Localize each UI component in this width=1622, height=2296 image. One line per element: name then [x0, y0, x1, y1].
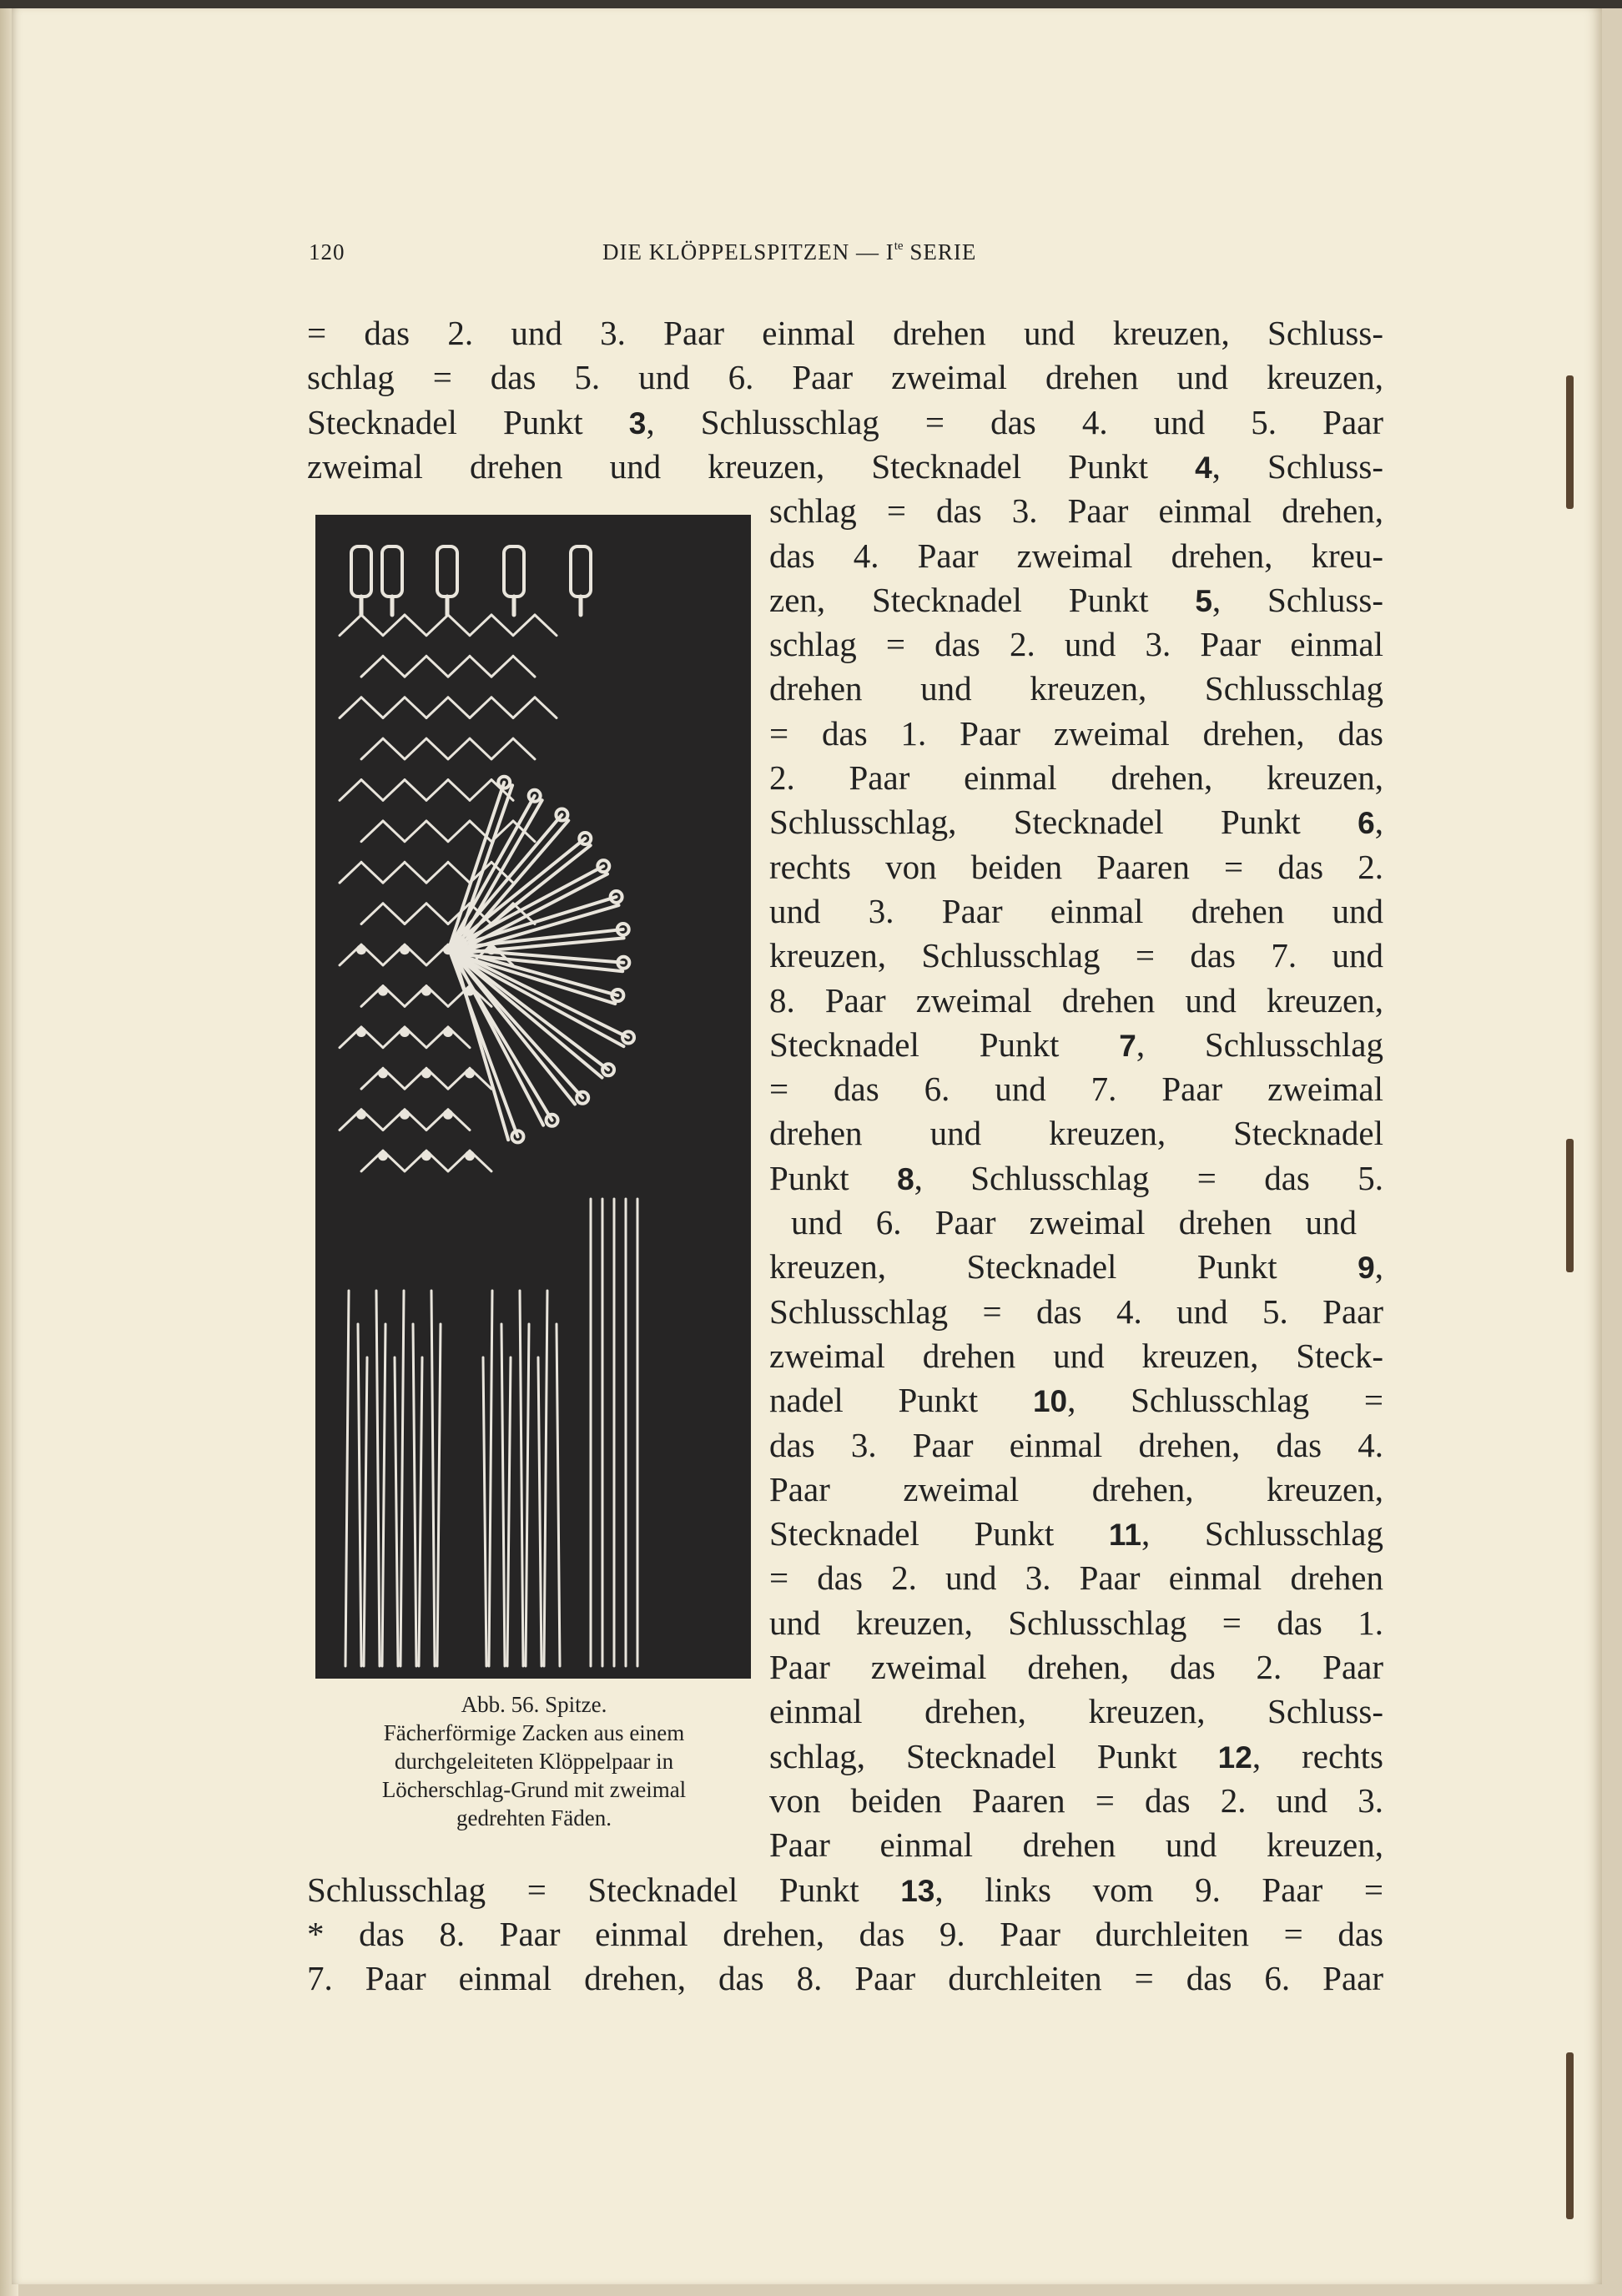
thread: [383, 697, 405, 718]
thread: [345, 1291, 349, 1666]
caption-line: Fächerförmige Zacken aus einem: [383, 1720, 685, 1745]
text-line: [769, 1512, 1383, 1556]
text-run: , Schlusschlag = das 4. und 5. Paar: [646, 403, 1383, 441]
thread: [513, 697, 535, 718]
point-number: 3: [628, 406, 647, 441]
text-line: rechts von beiden Paaren = das 2.: [769, 848, 1383, 886]
text-run: , rechts: [1252, 1737, 1383, 1775]
thread: [340, 780, 361, 801]
point-number: 7: [1119, 1029, 1136, 1063]
thread: [364, 1357, 367, 1666]
text-line: zweimal drehen und kreuzen, Steck-: [769, 1337, 1383, 1375]
text-run: Stecknadel Punkt: [307, 403, 629, 441]
thread: [538, 1357, 542, 1666]
pin-head: [465, 1068, 475, 1078]
point-number: 10: [1032, 1384, 1068, 1418]
caption-line: gedrehten Fäden.: [456, 1805, 612, 1830]
text-line: 7. Paar einmal drehen, das 8. Paar durchleiten = das 6. Paar: [307, 1959, 1383, 1997]
thread: [520, 1291, 523, 1666]
text-line: kreuzen, Schlusschlag = das 7. und: [769, 936, 1383, 974]
thread: [340, 697, 361, 718]
caption-line: Löcherschlag-Grund mit zweimal: [381, 1777, 687, 1802]
text-line: das 3. Paar einmal drehen, das 4.: [769, 1426, 1383, 1464]
point-number: 8: [897, 1162, 914, 1196]
point-number: 12: [1217, 1740, 1252, 1775]
point-number: 13: [900, 1874, 935, 1908]
bobbin-loop: [504, 546, 524, 597]
thread: [544, 1291, 547, 1666]
text-line: und 3. Paar einmal drehen und: [769, 892, 1383, 930]
text-line: = das 6. und 7. Paar zweimal: [769, 1070, 1383, 1108]
thread: [405, 780, 426, 801]
point-number: 9: [1358, 1251, 1375, 1285]
text-run: zen, Stecknadel Punkt: [769, 581, 1196, 619]
thread: [405, 821, 426, 842]
text-run: nadel Punkt: [769, 1381, 1033, 1419]
thread: [405, 862, 426, 883]
thread: [383, 615, 405, 636]
thread: [361, 862, 383, 883]
pin-head: [421, 986, 431, 996]
bobbin-loop: [437, 546, 457, 597]
thread: [491, 738, 513, 759]
thread: [395, 1357, 398, 1666]
text-run: ,: [1374, 1247, 1383, 1286]
text-line: [307, 400, 1383, 445]
text-line: Schlusschlag = das 4. und 5. Paar: [769, 1292, 1383, 1331]
text-line: 8. Paar zweimal drehen und kreuzen,: [769, 981, 1383, 1020]
text-line: [769, 578, 1383, 622]
thread: [513, 656, 535, 677]
thread: [400, 1291, 404, 1666]
pin-head: [356, 1110, 366, 1120]
text-line: [769, 1156, 1383, 1201]
text-line: und 6. Paar zweimal drehen und: [791, 1203, 1357, 1241]
text-run: , Schlusschlag =: [1067, 1381, 1384, 1419]
thread: [361, 738, 383, 759]
text-line: = das 2. und 3. Paar einmal drehen und kreuzen, Schluss-: [307, 314, 1383, 352]
thread: [483, 1357, 486, 1666]
thread: [454, 954, 508, 1140]
thread: [405, 615, 426, 636]
text-line: [769, 1245, 1383, 1289]
text-line: [769, 1735, 1383, 1779]
thread: [526, 1324, 529, 1666]
thread: [361, 615, 383, 636]
thread: [383, 904, 405, 924]
thread: [340, 862, 361, 883]
thread: [449, 838, 585, 949]
thread: [470, 780, 491, 801]
thread: [426, 697, 448, 718]
thread: [470, 697, 491, 718]
text-line: von beiden Paaren = das 2. und 3.: [769, 1781, 1383, 1820]
text-line: = das 2. und 3. Paar einmal drehen: [769, 1558, 1383, 1597]
text-run: , Schluss-: [1211, 447, 1383, 486]
point-number: 6: [1358, 806, 1375, 840]
pin-head: [378, 1068, 388, 1078]
thread: [358, 1324, 361, 1666]
text-line: * das 8. Paar einmal drehen, das 9. Paar durchleiten = das: [307, 1915, 1383, 1953]
pin-head: [421, 1151, 431, 1161]
text-line: und kreuzen, Schlusschlag = das 1.: [769, 1604, 1383, 1642]
thread: [426, 904, 448, 924]
text-run: Stecknadel Punkt: [769, 1025, 1120, 1064]
text-line: [769, 1023, 1383, 1067]
thread: [382, 1324, 385, 1666]
pin-head: [378, 1151, 388, 1161]
pin-head: [378, 986, 388, 996]
thread: [448, 738, 470, 759]
thread: [513, 738, 535, 759]
text-run: Schlusschlag = Stecknadel Punkt: [307, 1871, 901, 1909]
thread: [383, 862, 405, 883]
thread: [426, 656, 448, 677]
thread: [491, 697, 513, 718]
thread: [470, 656, 491, 677]
thread: [383, 738, 405, 759]
text-run: , links vom 9. Paar =: [934, 1871, 1384, 1909]
scan-top-border: [0, 0, 1622, 8]
thread: [419, 1357, 422, 1666]
point-number: 4: [1195, 451, 1212, 485]
text-line: [769, 800, 1383, 844]
thread: [383, 780, 405, 801]
running-header: [309, 239, 1385, 264]
text-line: = das 1. Paar zweimal drehen, das: [769, 714, 1383, 753]
pin-head: [400, 1110, 410, 1120]
thread: [448, 821, 470, 842]
thread: [361, 780, 383, 801]
thread: [470, 615, 491, 636]
text-run: Stecknadel Punkt: [769, 1514, 1109, 1553]
text-line: schlag = das 5. und 6. Paar zweimal drehen und kreuzen,: [307, 358, 1383, 396]
text-line: schlag = das 2. und 3. Paar einmal: [769, 625, 1383, 663]
text-line: einmal drehen, kreuzen, Schluss-: [769, 1692, 1383, 1730]
pin-head: [443, 1027, 453, 1037]
text-line: schlag = das 3. Paar einmal drehen,: [769, 491, 1383, 530]
binding-mark: [1566, 2052, 1574, 2219]
running-title: DIE KLÖPPELSPITZEN — $I^{te}$ SERIE: [602, 239, 977, 264]
thread: [413, 1324, 416, 1666]
thread: [501, 1324, 505, 1666]
text-line: Paar einmal drehen und kreuzen,: [769, 1825, 1383, 1864]
thread: [405, 738, 426, 759]
pin-head: [443, 1110, 453, 1120]
thread: [491, 656, 513, 677]
thread: [507, 1357, 511, 1666]
thread: [361, 904, 383, 924]
text-run: Punkt: [769, 1159, 898, 1197]
thread: [405, 904, 426, 924]
pin-head: [421, 1068, 431, 1078]
text-line: Paar zweimal drehen, kreuzen,: [769, 1470, 1383, 1508]
thread: [426, 821, 448, 842]
text-run: , Schlusschlag = das 5.: [914, 1159, 1383, 1197]
text-run: , Schlusschlag: [1136, 1025, 1384, 1064]
figure-caption: [300, 1690, 768, 1832]
thread: [426, 738, 448, 759]
binding-mark: [1566, 375, 1574, 509]
thread: [557, 1324, 560, 1666]
thread: [426, 780, 448, 801]
text-line: [769, 1378, 1383, 1422]
thread: [489, 1291, 492, 1666]
thread: [513, 615, 535, 636]
text-line: 2. Paar einmal drehen, kreuzen,: [769, 758, 1383, 797]
text-line: [307, 1868, 1383, 1912]
text-run: ,: [1374, 803, 1383, 841]
caption-line: durchgeleiteten Klöppelpaar in: [394, 1749, 674, 1774]
thread: [426, 862, 448, 883]
point-number: 11: [1108, 1518, 1141, 1552]
thread: [448, 697, 470, 718]
pin-head: [356, 944, 366, 954]
thread: [470, 738, 491, 759]
text-line: Paar zweimal drehen, das 2. Paar: [769, 1648, 1383, 1686]
thread: [405, 656, 426, 677]
text-run: kreuzen, Stecknadel Punkt: [769, 1247, 1358, 1286]
text-run: zweimal drehen und kreuzen, Stecknadel Punkt: [307, 447, 1196, 486]
thread: [383, 656, 405, 677]
thread: [340, 615, 361, 636]
thread: [448, 615, 470, 636]
thread: [431, 1291, 435, 1666]
thread: [437, 1324, 441, 1666]
thread: [448, 656, 470, 677]
bobbin-loop: [571, 546, 591, 597]
text-line: drehen und kreuzen, Schlusschlag: [769, 669, 1383, 707]
page-number: 120: [309, 239, 345, 264]
binding-mark: [1566, 1139, 1574, 1272]
bobbin-loop: [382, 546, 402, 597]
pin-head: [400, 944, 410, 954]
thread: [361, 821, 383, 842]
pin-head: [465, 1151, 475, 1161]
thread: [383, 821, 405, 842]
text-run: , Schluss-: [1211, 581, 1383, 619]
caption-line: Abb. 56. Spitze.: [461, 1692, 607, 1717]
thread: [405, 697, 426, 718]
thread: [426, 615, 448, 636]
text-line: [307, 445, 1383, 489]
text-line: das 4. Paar zweimal drehen, kreu-: [769, 536, 1383, 575]
thread: [361, 656, 383, 677]
thread: [491, 615, 513, 636]
lace-illustration: [315, 515, 751, 1679]
text-run: schlag, Stecknadel Punkt: [769, 1737, 1218, 1775]
point-number: 5: [1195, 584, 1212, 618]
text-run: Schlusschlag, Stecknadel Punkt: [769, 803, 1358, 841]
thread: [535, 615, 557, 636]
bobbin-loop: [351, 546, 371, 597]
thread: [448, 780, 470, 801]
text-run: , Schlusschlag: [1141, 1514, 1383, 1553]
thread: [361, 697, 383, 718]
text-line: drehen und kreuzen, Stecknadel: [769, 1114, 1383, 1152]
thread: [376, 1291, 380, 1666]
pin-head: [356, 1027, 366, 1037]
lace-photograph: [315, 515, 751, 1679]
thread: [448, 862, 470, 883]
pin-head: [400, 1027, 410, 1037]
thread: [535, 697, 557, 718]
